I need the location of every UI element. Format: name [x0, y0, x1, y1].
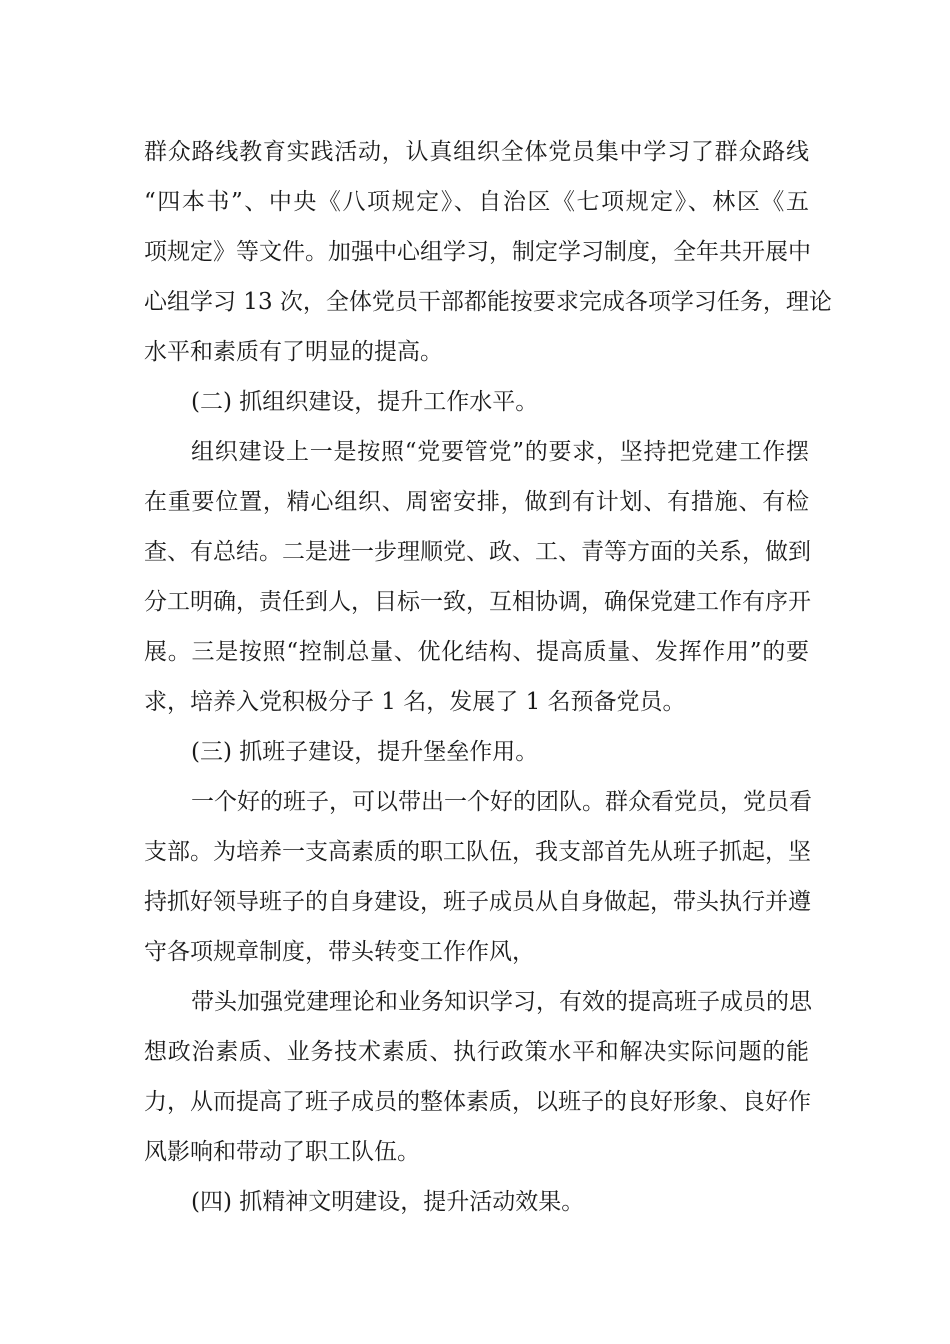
body-line: 力，从而提高了班子成员的整体素质，以班子的良好形象、良好作: [144, 1089, 811, 1115]
body-line: 支部。为培养一支高素质的职工队伍，我支部首先从班子抓起，坚: [144, 839, 811, 865]
body-line: 持抓好领导班子的自身建设，班子成员从自身做起，带头执行并遵: [144, 889, 811, 915]
body-line: 心组学习 13 次，全体党员干部都能按要求完成各项学习任务，理论: [144, 289, 832, 315]
body-line: 展。三是按照“控制总量、优化结构、提高质量、发挥作用”的要: [144, 639, 809, 665]
body-line: 风影响和带动了职工队伍。: [144, 1139, 420, 1165]
document-body: [144, 127, 832, 1227]
body-line: 群众路线教育实践活动，认真组织全体党员集中学习了群众路线: [144, 139, 809, 165]
section-heading: (四) 抓精神文明建设，提升活动效果。: [191, 1189, 585, 1215]
body-line: “四本书”、中央《八项规定》、自治区《七项规定》、林区《五: [144, 189, 809, 215]
body-line: 求，培养入党积极分子 1 名，发展了 1 名预备党员。: [144, 689, 686, 715]
body-line: 项规定》等文件。加强中心组学习，制定学习制度，全年共开展中: [144, 239, 811, 265]
body-line: 守各项规章制度，带头转变工作作风，: [144, 939, 535, 965]
paragraph-first-line: 带头加强党建理论和业务知识学习，有效的提高班子成员的思: [191, 989, 812, 1015]
body-line: 想政治素质、业务技术素质、执行政策水平和解决实际问题的能: [144, 1039, 809, 1065]
paragraph-first-line: 一个好的班子，可以带出一个好的团队。群众看党员，党员看: [191, 789, 812, 815]
section-heading: (二) 抓组织建设，提升工作水平。: [191, 389, 539, 415]
body-line: 在重要位置，精心组织、周密安排，做到有计划、有措施、有检: [144, 489, 809, 515]
body-line: 查、有总结。二是进一步理顺党、政、工、青等方面的关系，做到: [144, 539, 811, 565]
paragraph-first-line: 组织建设上一是按照“党要管党”的要求，坚持把党建工作摆: [191, 439, 809, 465]
body-line: 分工明确，责任到人，目标一致，互相协调，确保党建工作有序开: [144, 589, 811, 615]
section-heading: (三) 抓班子建设，提升堡垒作用。: [191, 739, 539, 765]
body-line: 水平和素质有了明显的提高。: [144, 339, 443, 365]
